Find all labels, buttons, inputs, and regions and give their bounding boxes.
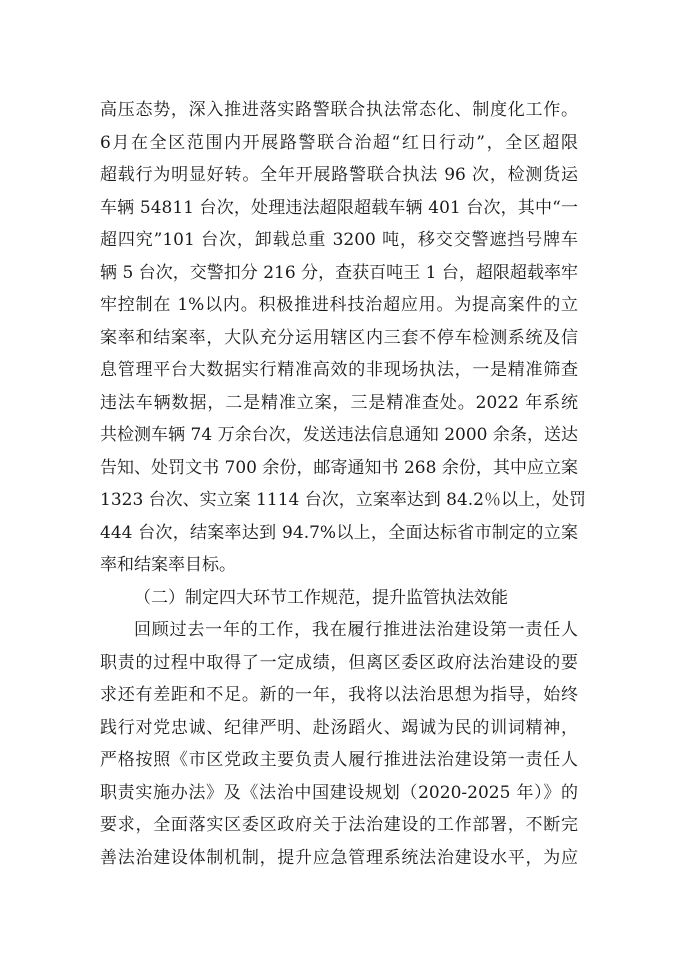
text-line: 牢控制在 1%以内。积极推进科技治超应用。为提高案件的立: [100, 295, 578, 315]
text-line: 444 台次，结案率达到 94.7%以上，全面达标省市制定的立案: [100, 522, 578, 543]
text-line: 要求，全面落实区委区政府关于法治建设的工作部署，不断完: [100, 815, 578, 835]
text-line: 案率和结案率，大队充分运用辖区内三套不停车检测系统及信: [100, 327, 578, 348]
text-line: 辆 5 台次，交警扣分 216 分，查获百吨王 1 台，超限超载率牢: [100, 262, 578, 283]
text-line: 违法车辆数据，二是精准立案，三是精准查处。2022 年系统: [100, 392, 578, 413]
text-line: 告知、处罚文书 700 余份，邮寄通知书 268 余份，其中应立案: [100, 457, 578, 478]
text-line: 车辆 54811 台次，处理违法超限超载车辆 401 台次，其中“一: [100, 197, 578, 218]
text-line: （二）制定四大环节工作规范，提升监管执法效能: [134, 587, 508, 608]
text-line: 践行对党忠诚、纪律严明、赴汤蹈火、竭诚为民的训词精神，: [100, 717, 578, 738]
text-line: 息管理平台大数据实行精准高效的非现场执法，一是精准筛查: [100, 360, 578, 380]
text-line: 率和结案率目标。: [100, 555, 236, 575]
text-line: 职责实施办法》及《法治中国建设规划（2020-2025 年）》的: [100, 782, 578, 803]
text-line: 6月在全区范围内开展路警联合治超“红日行动”，全区超限: [100, 132, 578, 153]
text-line: 超载行为明显好转。全年开展路警联合执法 96 次，检测货运: [100, 165, 578, 185]
text-line: 善法治建设体制机制，提升应急管理系统法治建设水平，为应: [100, 847, 578, 868]
text-line: 高压态势，深入推进落实路警联合执法常态化、制度化工作。: [100, 100, 578, 120]
text-line: 求还有差距和不足。新的一年，我将以法治思想为指导，始终: [100, 685, 578, 705]
text-line: 严格按照《市区党政主要负责人履行推进法治建设第一责任人: [100, 750, 578, 770]
text-line: 共检测车辆 74 万余台次，发送违法信息通知 2000 余条，送达: [100, 425, 578, 445]
text-line: 超四究”101 台次，卸载总重 3200 吨，移交交警遮挡号牌车: [100, 230, 578, 250]
body-text: [100, 94, 586, 874]
text-line: 回顾过去一年的工作，我在履行推进法治建设第一责任人: [134, 620, 578, 640]
text-line: 职责的过程中取得了一定成绩，但离区委区政府法治建设的要: [100, 652, 578, 673]
text-line: 1323 台次、实立案 1114 台次，立案率达到 84.2％以上，处罚: [100, 490, 586, 510]
